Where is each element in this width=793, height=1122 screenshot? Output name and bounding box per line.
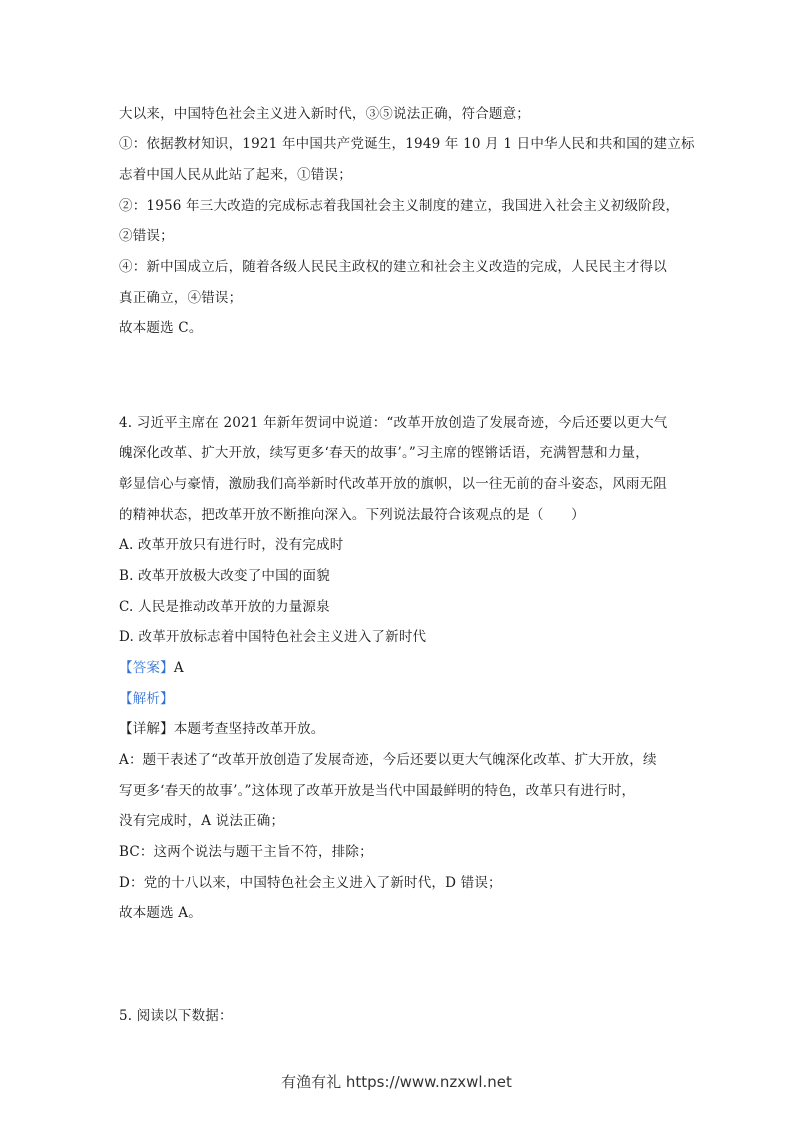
explanation-line: 没有完成时，A 说法正确； <box>119 813 285 829</box>
paragraph-line: ②错误； <box>119 228 174 244</box>
explanation-line: 故本题选 A。 <box>119 905 202 921</box>
detail-line <box>119 719 679 739</box>
paragraph-line: 志着中国人民从此站了起来，①错误； <box>119 167 352 183</box>
question-4-stem: 的精神状态，把改革开放不断推向深入。下列说法最符合该观点的是（ ） <box>119 507 585 523</box>
option-c: C. 人民是推动改革开放的力量源泉 <box>119 599 330 615</box>
answer-tag: 【答案】 <box>119 660 174 676</box>
detail-text: 本题考查坚持改革开放。 <box>173 721 325 737</box>
explanation-line: BC：这两个说法与题干主旨不符，排除； <box>119 844 373 860</box>
paragraph-line: ④：新中国成立后，随着各级人民民主政权的建立和社会主义改造的完成，人民民主才得以 <box>119 259 667 275</box>
footer-watermark: 有渔有礼 https://www.nzxwl.net <box>281 1073 512 1091</box>
option-a: A. 改革开放只有进行时，没有完成时 <box>119 537 344 553</box>
question-5-stem: 5. 阅读以下数据： <box>119 1008 233 1024</box>
analysis-tag: 【解析】 <box>119 691 174 707</box>
option-b: B. 改革开放极大改变了中国的面貌 <box>119 568 330 584</box>
paragraph-line: 故本题选 C。 <box>119 320 203 336</box>
analysis-line <box>119 689 679 709</box>
paragraph-line: ①：依据教材知识，1921 年中国共产党诞生，1949 年 10 月 1 日中华人民和共和国的建立标 <box>119 136 695 152</box>
explanation-line: 写更多‘春天的故事’。”这体现了改革开放是当代中国最鲜明的特色，改革只有进行时， <box>119 783 636 799</box>
explanation-line: A：题干表述了“改革开放创造了发展奇迹，今后还要以更大气魄深化改革、扩大开放，续 <box>119 752 657 768</box>
paragraph-line: 真正确立，④错误； <box>119 290 243 306</box>
question-4-stem: 彰显信心与豪情，激励我们高举新时代改革开放的旗帜，以一往无前的奋斗姿态，风雨无阻 <box>119 476 667 492</box>
question-4-stem: 4. 习近平主席在 2021 年新年贺词中说道：“改革开放创造了发展奇迹，今后还要以更大气 <box>119 415 668 431</box>
option-d: D. 改革开放标志着中国特色社会主义进入了新时代 <box>119 629 427 645</box>
paragraph-line: ②：1956 年三大改造的完成标志着我国社会主义制度的建立，我国进入社会主义初级阶段， <box>119 198 680 214</box>
paragraph-line: 大以来，中国特色社会主义进入新时代，③⑤说法正确，符合题意； <box>119 106 530 122</box>
answer-line <box>119 658 679 678</box>
question-4-stem: 魄深化改革、扩大开放，续写更多‘春天的故事’。”习主席的铿锵话语，充满智慧和力量， <box>119 445 649 461</box>
answer-value: A <box>173 660 184 676</box>
detail-tag: 【详解】 <box>119 721 174 737</box>
explanation-line: D：党的十八以来，中国特色社会主义进入了新时代，D 错误； <box>119 875 502 891</box>
